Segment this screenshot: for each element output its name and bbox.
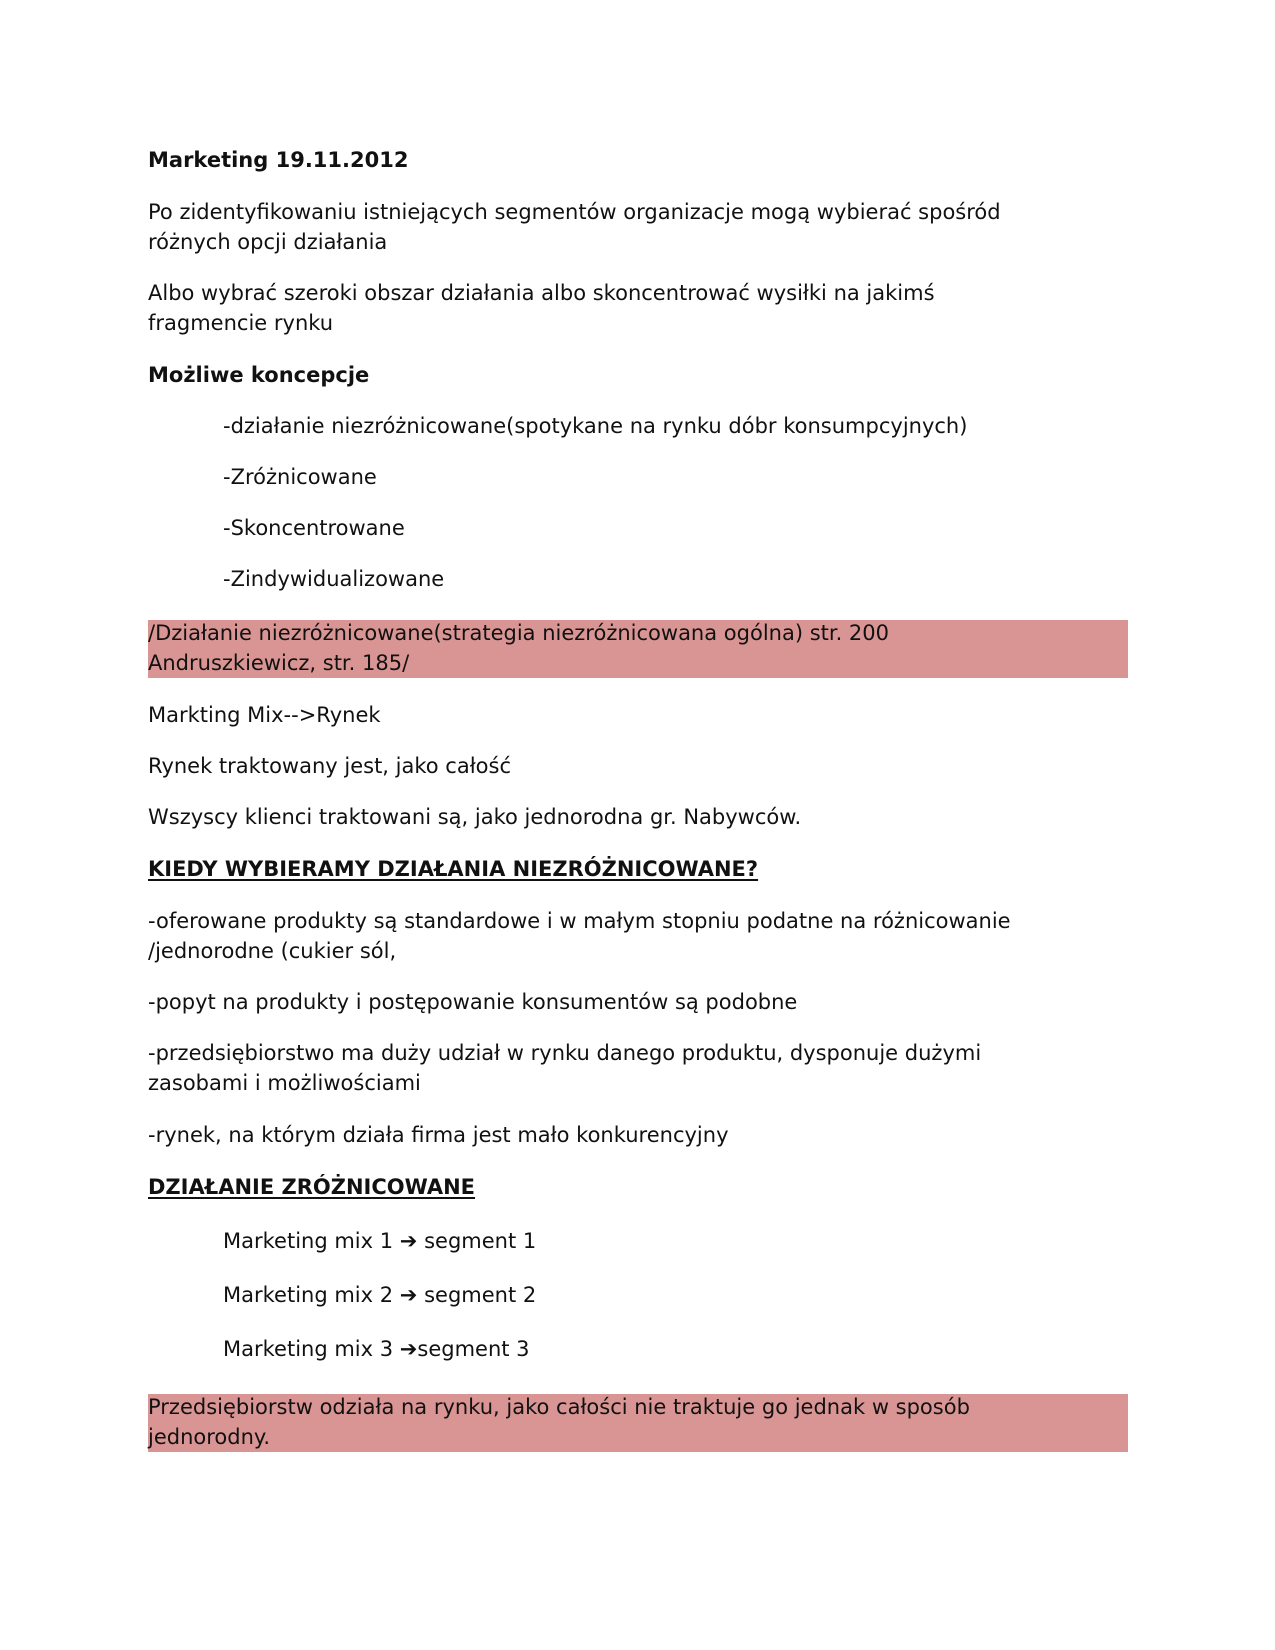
- highlight-1-line-1: /Działanie niezróżnicowane(strategia niezróżnicowana ogólna) str. 200: [148, 621, 890, 645]
- intro-paragraph-2-line-2: fragmencie rynku: [148, 311, 334, 335]
- mix-segment-row: [223, 1334, 530, 1364]
- concept-item: -Skoncentrowane: [223, 516, 405, 540]
- clients-uniform-line: Wszyscy klienci traktowani są, jako jednorodna gr. Nabywców.: [148, 805, 802, 829]
- arrow-right-icon: ➔: [399, 1229, 418, 1253]
- highlight-1-line-2: Andruszkiewicz, str. 185/: [148, 651, 410, 675]
- highlight-2-line-1: Przedsiębiorstw odziała na rynku, jako całości nie traktuje go jednak w sposób: [148, 1395, 970, 1419]
- mix-segment-row: [223, 1280, 536, 1310]
- when-item-2: -popyt na produkty i postępowanie konsumentów są podobne: [148, 990, 798, 1014]
- arrow-right-icon: ➔: [399, 1283, 418, 1307]
- segment-label: segment 3: [417, 1337, 530, 1361]
- mix-label: Marketing mix 2: [223, 1283, 394, 1307]
- when-item-3-line-2: zasobami i możliwościami: [148, 1071, 421, 1095]
- segment-label: segment 2: [424, 1283, 537, 1307]
- document-title: Marketing 19.11.2012: [148, 148, 409, 172]
- market-whole-line: Rynek traktowany jest, jako całość: [148, 754, 512, 778]
- mix-label: Marketing mix 3: [223, 1337, 394, 1361]
- intro-paragraph-2-line-1: Albo wybrać szeroki obszar działania albo skoncentrować wysiłki na jakimś: [148, 281, 935, 305]
- intro-paragraph-1-line-2: różnych opcji działania: [148, 230, 388, 254]
- concept-item: -Zróżnicowane: [223, 465, 377, 489]
- differentiated-heading: DZIAŁANIE ZRÓŻNICOWANE: [148, 1175, 476, 1199]
- intro-paragraph-1-line-1: Po zidentyfikowaniu istniejących segmentów organizacje mogą wybierać spośród: [148, 200, 1001, 224]
- arrow-right-icon: ➔: [399, 1337, 418, 1361]
- when-item-3-line-1: -przedsiębiorstwo ma duży udział w rynku danego produktu, dysponuje dużymi: [148, 1041, 982, 1065]
- mix-market-line: Markting Mix-->Rynek: [148, 703, 381, 727]
- concepts-heading: Możliwe koncepcje: [148, 363, 370, 387]
- when-heading: KIEDY WYBIERAMY DZIAŁANIA NIEZRÓŻNICOWANE?: [148, 857, 759, 881]
- when-item-4: -rynek, na którym działa firma jest mało konkurencyjny: [148, 1123, 729, 1147]
- concept-item: -Zindywidualizowane: [223, 567, 445, 591]
- concept-item: -działanie niezróżnicowane(spotykane na rynku dóbr konsumpcyjnych): [223, 414, 968, 438]
- mix-label: Marketing mix 1: [223, 1229, 394, 1253]
- when-item-1-line-2: /jednorodne (cukier sól,: [148, 939, 397, 963]
- segment-label: segment 1: [424, 1229, 537, 1253]
- highlight-2-line-2: jednorodny.: [148, 1425, 271, 1449]
- mix-segment-row: [223, 1226, 536, 1256]
- when-item-1-line-1: -oferowane produkty są standardowe i w małym stopniu podatne na różnicowanie: [148, 909, 1011, 933]
